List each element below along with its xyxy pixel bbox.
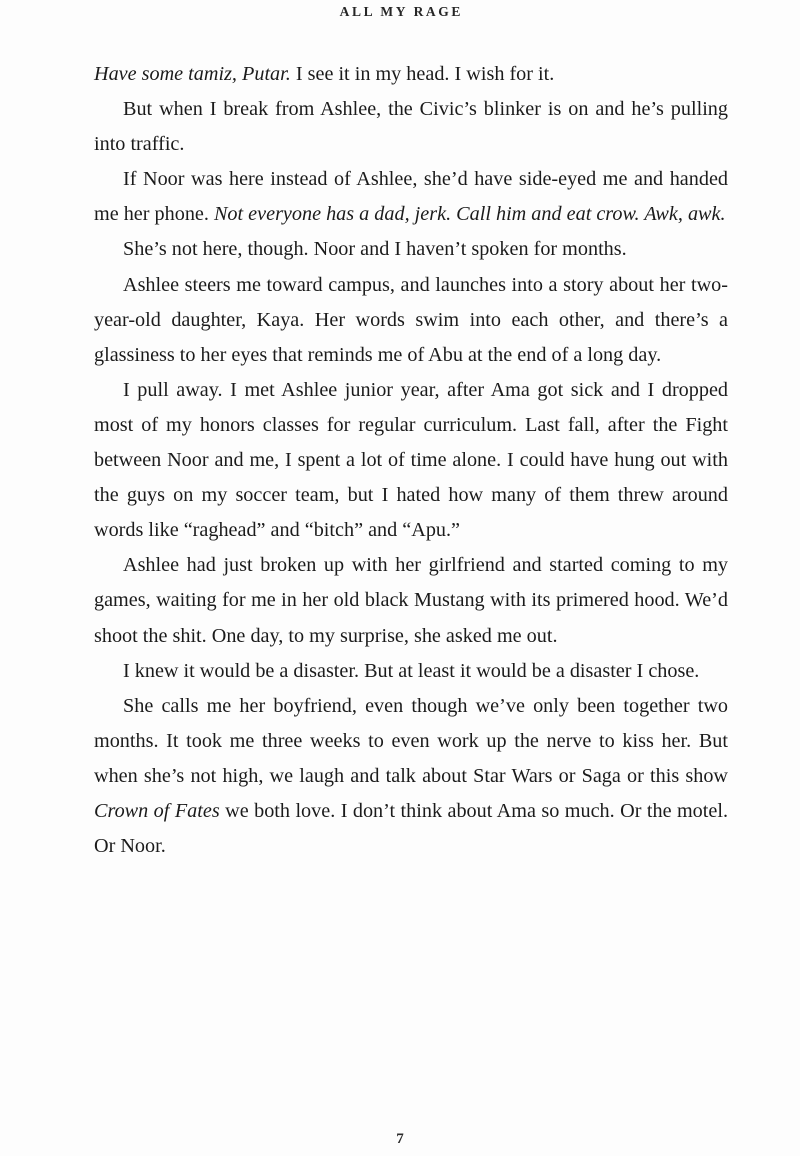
italic-run: Not everyone has a dad, jerk. Call him and eat crow. Awk, awk.	[213, 203, 726, 226]
italic-run: Crown of Fates	[94, 799, 220, 822]
paragraph-2	[94, 92, 728, 162]
text-run: If Noor was here instead of Ashlee, she’d have side-eyed me and handed me her phone.	[94, 168, 728, 226]
text-run: I knew it would be a disaster. But at least it would be a disaster I chose.	[123, 659, 700, 682]
paragraph-8	[94, 654, 728, 689]
paragraph-6	[94, 373, 728, 548]
text-run: But when I break from Ashlee, the Civic’s blinker is on and he’s pulling into traffic.	[94, 98, 728, 156]
paragraph-3	[94, 162, 728, 232]
running-head: ALL MY RAGE	[339, 4, 463, 19]
text-run: I see it in my head. I wish for it.	[290, 63, 555, 85]
text-run: I pull away. I met Ashlee junior year, after Ama got sick and I dropped most of my honors classes for regular curriculum. Last fall, after the Fight between Noor and me, I spent a lot of time alone. I could have hung out with the guys on my soccer team, but I hated how many of them threw around words like “raghead” and “bitch” and “Apu.”	[94, 378, 728, 542]
paragraph-7	[94, 548, 728, 653]
text-run: Ashlee steers me toward campus, and launches into a story about her two-year-old daughter, Kaya. Her words swim into each other, and there’s a glassiness to her eyes that reminds me of Abu at the end of a long day.	[94, 273, 728, 366]
page-number: 7	[396, 1131, 404, 1147]
paragraph-5	[94, 268, 728, 373]
text-run: Ashlee had just broken up with her girlfriend and started coming to my games, waiting for me in her old black Mustang with its primered hood. We’d shoot the shit. One day, to my surprise, she asked me out.	[94, 554, 728, 647]
paragraph-1	[94, 57, 728, 92]
paragraph-4	[94, 232, 728, 267]
text-run: She’s not here, though. Noor and I haven’t spoken for months.	[123, 238, 627, 261]
paragraph-9	[94, 689, 728, 864]
text-run: we both love. I don’t think about Ama so much. Or the motel. Or Noor.	[94, 799, 728, 858]
body-text-column	[94, 57, 728, 864]
text-run: She calls me her boyfriend, even though we’ve only been together two months. It took me three weeks to even work up the nerve to kiss her. But when she’s not high, we laugh and talk about Star Wars or Saga or this show	[94, 694, 728, 787]
italic-run: Have some tamiz, Putar.	[94, 63, 291, 85]
